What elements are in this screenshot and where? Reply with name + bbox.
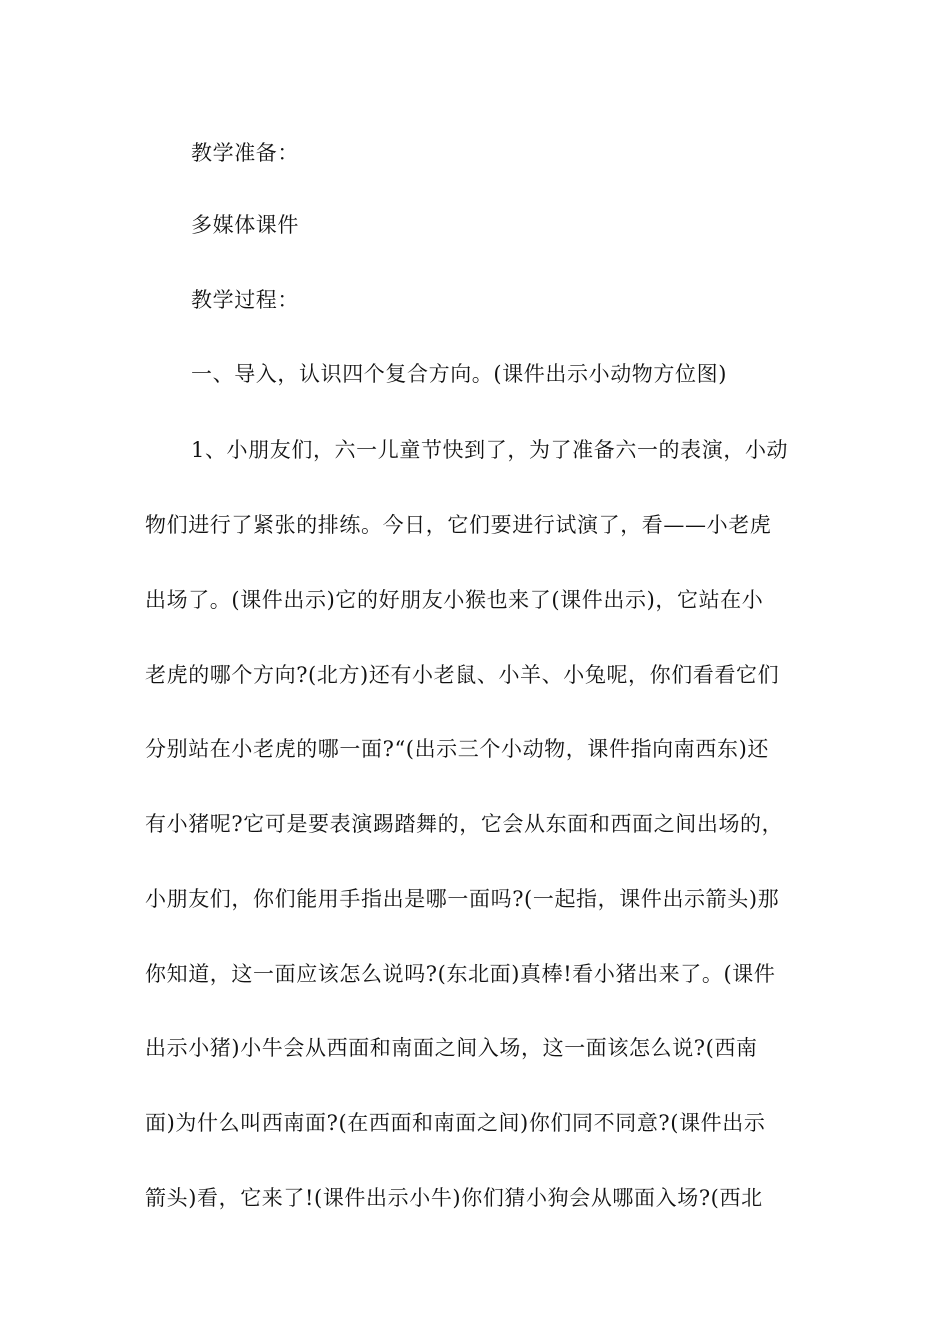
heading-teaching-process: 教学过程： <box>191 288 299 312</box>
paragraph-line: 箭头)看，它来了!(课件出示小牛)你们猜小狗会从哪面入场?(西北 <box>145 1186 763 1210</box>
paragraph-line: 物们进行了紧张的排练。今日，它们要进行试演了，看——小老虎 <box>145 513 772 537</box>
paragraph-line: 小朋友们，你们能用手指出是哪一面吗?(一起指，课件出示箭头)那 <box>145 887 780 911</box>
paragraph-line: 面)为什么叫西南面?(在西面和南面之间)你们同不同意?(课件出示 <box>145 1111 766 1135</box>
paragraph-line: 有小猪呢?它可是要表演踢踏舞的，它会从东面和西面之间出场的， <box>145 812 784 836</box>
paragraph-line: 1、小朋友们，六一儿童节快到了，为了准备六一的表演，小动 <box>191 438 789 462</box>
paragraph-line: 你知道，这一面应该怎么说吗?(东北面)真棒!看小猪出来了。(课件 <box>145 962 776 986</box>
paragraph-line: 老虎的哪个方向?(北方)还有小老鼠、小羊、小兔呢，你们看看它们 <box>145 663 780 687</box>
paragraph-line: 出场了。(课件出示)它的好朋友小猴也来了(课件出示)，它站在小 <box>145 588 764 612</box>
heading-teaching-preparation: 教学准备： <box>191 141 299 165</box>
section-title-intro: 一、导入，认识四个复合方向。(课件出示小动物方位图) <box>191 362 727 386</box>
paragraph-line: 出示小猪)小牛会从西面和南面之间入场，这一面该怎么说?(西南 <box>145 1036 758 1060</box>
paragraph-line: 分别站在小老虎的哪一面?“(出示三个小动物，课件指向南西东)还 <box>145 737 769 761</box>
text-multimedia-courseware: 多媒体课件 <box>191 213 299 237</box>
